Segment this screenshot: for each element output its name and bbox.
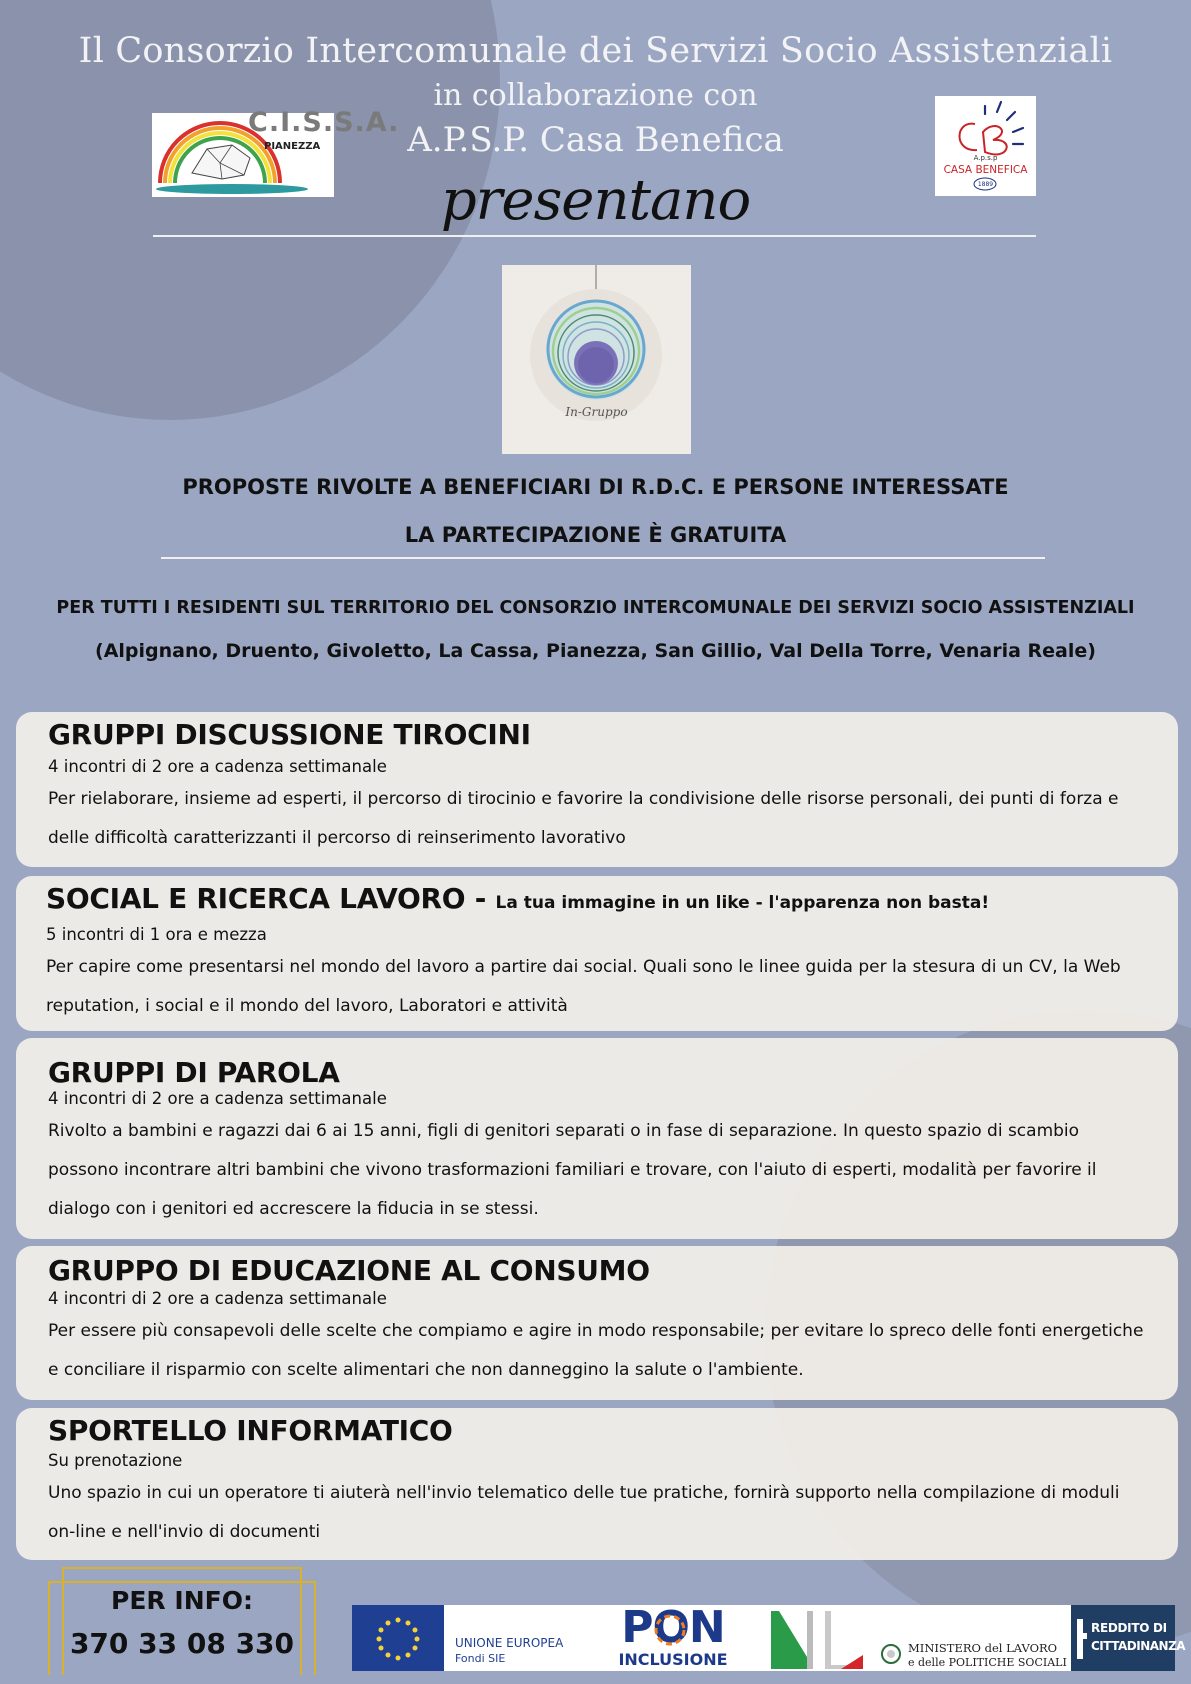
- card-title: GRUPPO DI EDUCAZIONE AL CONSUMO: [48, 1254, 650, 1287]
- header-divider: [153, 235, 1036, 237]
- cissa-logo-subtext: PIANEZZA: [264, 141, 321, 152]
- card-title: GRUPPI DISCUSSIONE TIROCINI: [48, 718, 531, 751]
- cb-logo-year: 1889: [977, 181, 994, 188]
- cb-logo-text: CASA BENEFICA: [943, 164, 1028, 176]
- card-description: Per rielaborare, insieme ad esperti, il percorso di tirocinio e favorire la condivisione delle risorse personali, dei punti di forza e delle difficoltà caratterizzanti il percorso di reinserimento lavorativo: [48, 789, 1119, 848]
- cb-logo-small-text: A.p.s.p: [973, 154, 998, 162]
- casa-benefica-logo: [935, 96, 1036, 196]
- card-subtitle: 4 incontri di 2 ore a cadenza settimanale: [48, 757, 387, 776]
- info-frame-right-inner: [314, 1581, 316, 1675]
- card-title: SPORTELLO INFORMATICO: [48, 1414, 453, 1447]
- rdc-line-2: CITTADINANZA: [1091, 1639, 1186, 1653]
- card-title: SOCIAL E RICERCA LAVORO - La tua immagine in un like - l'apparenza non basta!: [46, 882, 990, 915]
- rdc-bar-icon: [1075, 1619, 1089, 1659]
- card-gruppi-discussione-tirocini: [16, 712, 1178, 867]
- ministry-line-1: MINISTERO del LAVORO: [908, 1641, 1058, 1655]
- ministry-emblem-icon: [880, 1643, 902, 1665]
- eu-flag-icon: [352, 1605, 444, 1671]
- pon-ring-icon: [640, 1610, 700, 1650]
- presentano-title: presentano: [440, 168, 751, 233]
- card-description: Rivolto a bambini e ragazzi dai 6 ai 15 anni, figli di genitori separati o in fase di separazione. In questo spazio di scambio possono incontrare altri bambini che vivono trasformazioni familiari e trovare, con l'aiuto di esperti, modalità per favorire il dialogo con i genitori ed accrescere la fiducia in se stessi.: [48, 1121, 1097, 1219]
- ministry-m-icon: [767, 1605, 877, 1671]
- info-box: [62, 1567, 302, 1675]
- eu-line-2: Fondi SIE: [455, 1652, 506, 1665]
- proposals-line-2: LA PARTECIPAZIONE È GRATUITA: [404, 523, 787, 547]
- info-frame-top: [62, 1567, 302, 1569]
- rdc-line-1: REDDITO DI: [1091, 1621, 1167, 1635]
- residents-line-1: PER TUTTI I RESIDENTI SUL TERRITORIO DEL CONSORZIO INTERCOMUNALE DEI SERVIZI SOCIO ASSISTENZIALI: [56, 598, 1135, 618]
- card-gruppi-di-parola: [16, 1038, 1178, 1239]
- pon-logo-text: PON: [621, 1602, 725, 1653]
- info-label: PER INFO:: [111, 1586, 253, 1615]
- card-title: GRUPPI DI PAROLA: [48, 1056, 340, 1089]
- residents-line-2: (Alpignano, Druento, Givoletto, La Cassa, Pianezza, San Gillio, Val Della Torre, Venaria Reale): [95, 640, 1096, 662]
- info-frame-top-inner: [48, 1581, 316, 1583]
- concentric-circles-icon: [502, 265, 691, 454]
- proposals-divider: [161, 557, 1045, 559]
- in-gruppo-label: In-Gruppo: [565, 405, 628, 419]
- proposals-line-1: PROPOSTE RIVOLTE A BENEFICIARI DI R.D.C. E PERSONE INTERESSATE: [182, 475, 1009, 499]
- card-description: Uno spazio in cui un operatore ti aiuterà nell'invio telematico delle tue pratiche, fornirà supporto nella compilazione di moduli on-line e nell'invio di documenti: [48, 1483, 1120, 1542]
- reddito-cittadinanza-logo: [1071, 1605, 1186, 1671]
- card-subtitle: 5 incontri di 1 ora e mezza: [46, 925, 267, 944]
- card-social-ricerca-lavoro: [16, 876, 1178, 1031]
- info-phone[interactable]: 370 33 08 330: [69, 1627, 295, 1660]
- card-subtitle: 4 incontri di 2 ore a cadenza settimanale: [48, 1089, 387, 1108]
- eu-line-1: UNIONE EUROPEA: [455, 1636, 564, 1650]
- ministry-line-2: e delle POLITICHE SOCIALI: [908, 1656, 1067, 1669]
- card-tagline: La tua immagine in un like - l'apparenza non basta!: [495, 893, 990, 913]
- header-line-1: Il Consorzio Intercomunale dei Servizi Socio Assistenziali: [78, 31, 1113, 71]
- card-educazione-al-consumo: [16, 1246, 1178, 1400]
- header-line-2: in collaborazione con: [433, 78, 758, 113]
- header-line-3: A.P.S.P. Casa Benefica: [407, 120, 784, 160]
- card-description: Per essere più consapevoli delle scelte che compiamo e agire in modo responsabile; per evitare lo spreco delle fonti energetiche e conciliare il risparmio con scelte alimentari che non danneggino la salute o l'ambiente.: [48, 1321, 1144, 1380]
- pon-inclusione-text: INCLUSIONE: [618, 1650, 728, 1669]
- cissa-logo: [152, 107, 400, 197]
- cissa-logo-text: C.I.S.S.A.: [248, 107, 400, 138]
- card-subtitle: Su prenotazione: [48, 1451, 183, 1470]
- card-sportello-informatico: [16, 1408, 1178, 1560]
- card-subtitle: 4 incontri di 2 ore a cadenza settimanale: [48, 1289, 387, 1308]
- info-frame-left-inner: [48, 1581, 50, 1675]
- in-gruppo-logo: [502, 265, 691, 454]
- card-description: Per capire come presentarsi nel mondo del lavoro a partire dai social. Quali sono le linee guida per la stesura di un CV, la Web reputation, i social e il mondo del lavoro, Laboratori e attività: [46, 957, 1121, 1016]
